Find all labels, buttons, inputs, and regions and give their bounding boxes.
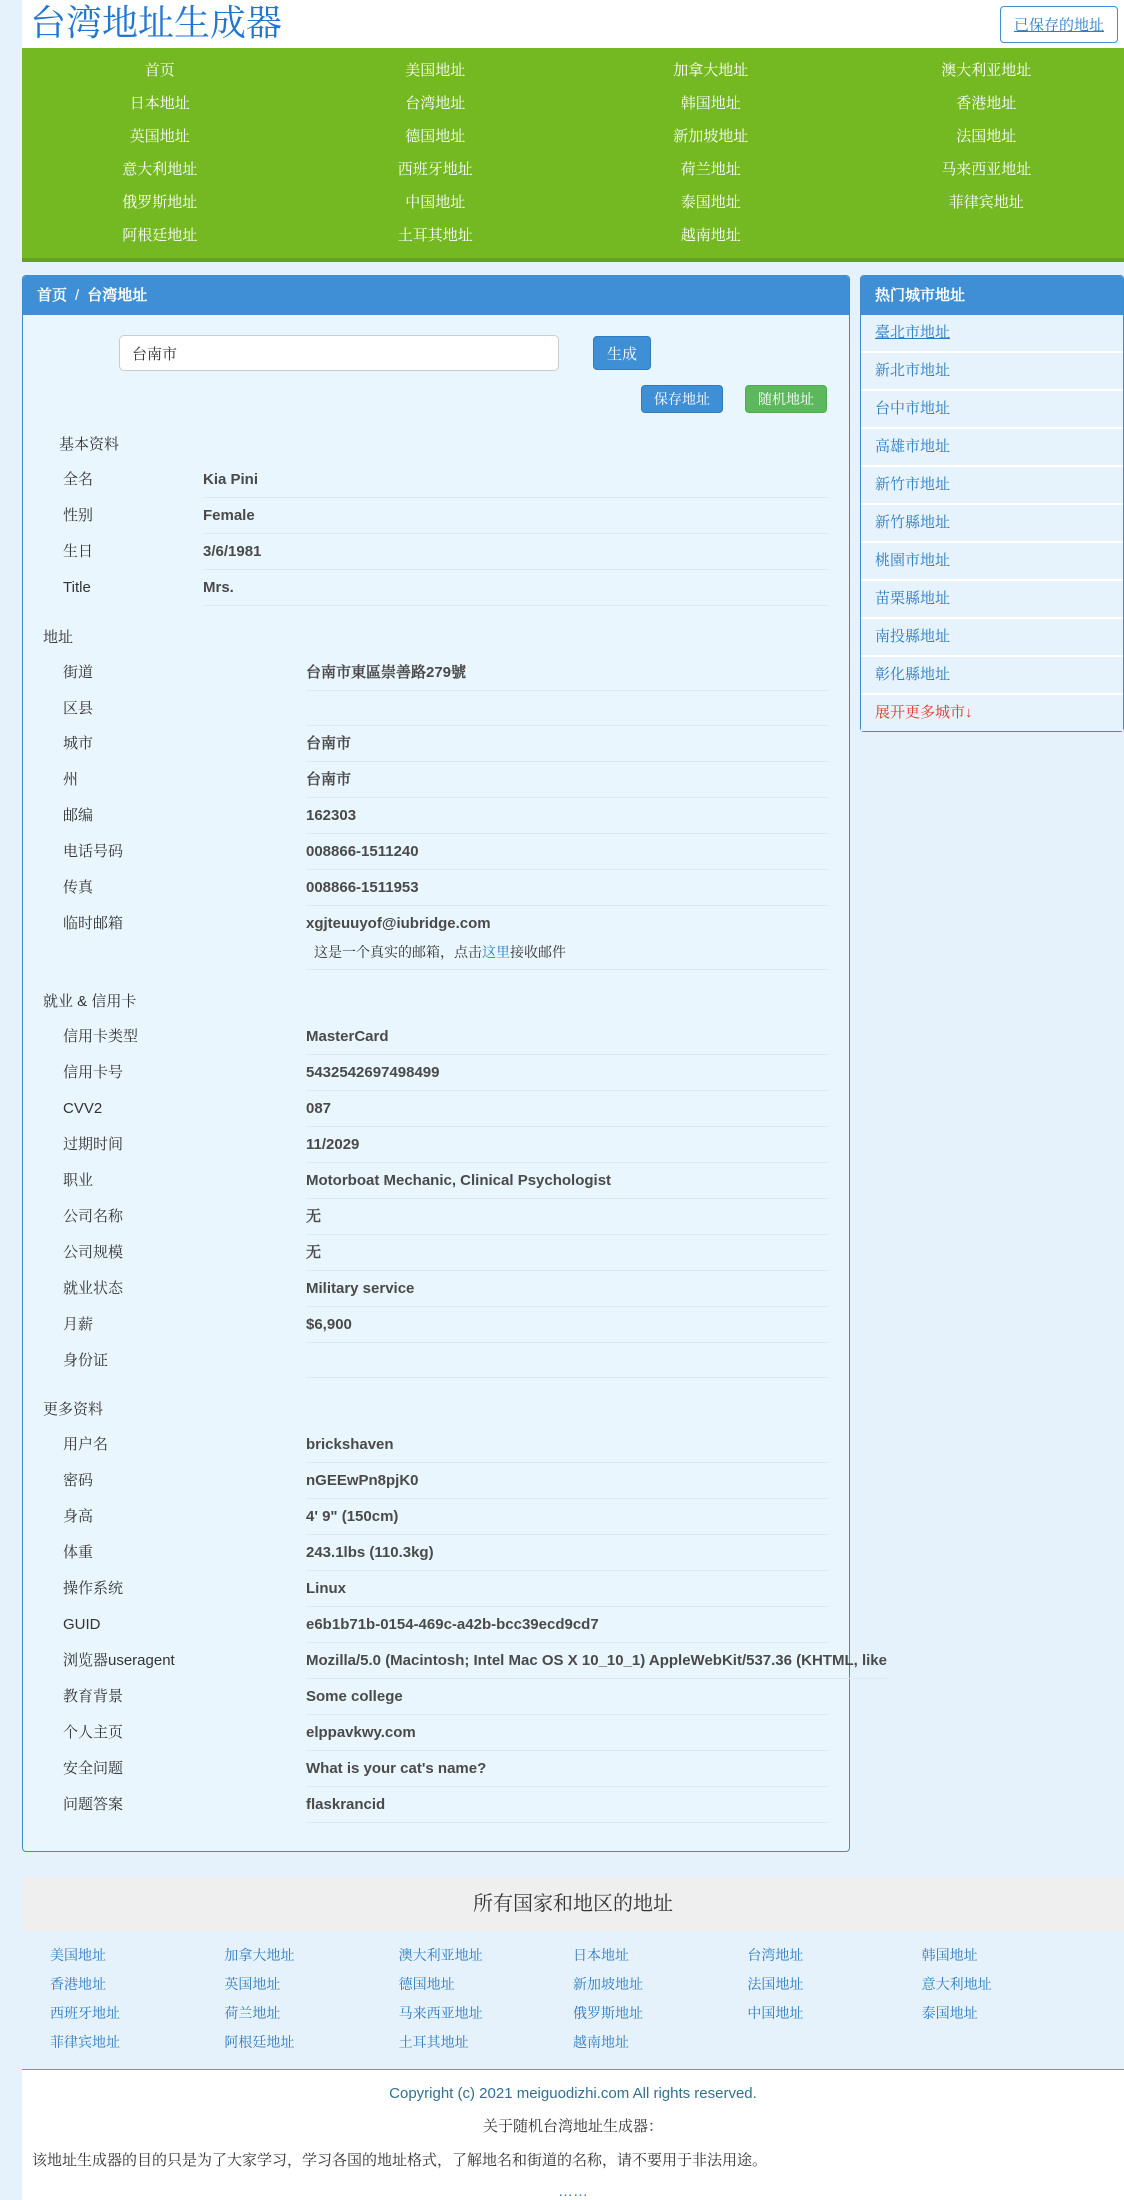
data-row (43, 498, 829, 534)
data-row (43, 834, 829, 870)
row-label: 用户名 (63, 1427, 306, 1463)
footer-title: 所有国家和地区的地址 (22, 1877, 1124, 1931)
row-value: 008866-1511240 (306, 834, 829, 869)
row-value: 243.1lbs (110.3kg) (306, 1535, 829, 1570)
nav-item[interactable]: 俄罗斯地址 (22, 186, 298, 219)
footer-country-link[interactable]: 英国地址 (224, 1970, 398, 1999)
row-value: 162303 (306, 798, 829, 833)
city-input[interactable] (119, 335, 559, 371)
row-value: Female (203, 498, 829, 533)
row-value: 087 (306, 1091, 829, 1126)
section-title: 就业 & 信用卡 (43, 990, 829, 1011)
nav-item[interactable]: 中国地址 (298, 186, 574, 219)
section-basic-info (43, 433, 829, 606)
data-row (43, 1679, 829, 1715)
saved-addresses-button[interactable]: 已保存的地址 (1000, 6, 1118, 43)
footer-country-link[interactable]: 德国地址 (399, 1970, 573, 1999)
row-value: elppavkwy.com (306, 1715, 829, 1750)
row-value: Linux (306, 1571, 829, 1606)
footer-country-link[interactable]: 马来西亚地址 (399, 1999, 573, 2028)
row-label: 邮编 (63, 798, 306, 834)
row-label: 教育背景 (63, 1679, 306, 1715)
row-value: Motorboat Mechanic, Clinical Psychologist (306, 1163, 829, 1198)
data-row (43, 462, 829, 498)
address-panel (22, 275, 850, 1852)
city-link[interactable]: 新竹縣地址 (861, 505, 1123, 543)
data-row (43, 1343, 829, 1378)
nav-item[interactable]: 泰国地址 (573, 186, 849, 219)
receive-mail-link[interactable]: 这里 (482, 944, 510, 960)
data-row (43, 1271, 829, 1307)
row-label: 州 (63, 762, 306, 798)
row-label: 生日 (63, 534, 203, 570)
nav-item[interactable]: 加拿大地址 (573, 54, 849, 87)
breadcrumb-home-link[interactable]: 首页 (37, 287, 67, 304)
data-row (43, 1163, 829, 1199)
row-label: 临时邮箱 (63, 906, 306, 970)
data-row (43, 1091, 829, 1127)
footer-country-link[interactable]: 台湾地址 (747, 1941, 921, 1970)
footer-country-link[interactable]: 日本地址 (573, 1941, 747, 1970)
nav-item[interactable]: 德国地址 (298, 120, 574, 153)
country-nav-menu (22, 48, 1124, 262)
cutoff-text: …… (22, 2183, 1124, 2200)
city-link[interactable]: 新竹市地址 (861, 467, 1123, 505)
action-buttons (43, 385, 827, 413)
footer-country-link[interactable]: 菲律宾地址 (50, 2028, 224, 2057)
row-value: 3/6/1981 (203, 534, 829, 569)
row-label: 体重 (63, 1535, 306, 1571)
footer-country-link[interactable]: 阿根廷地址 (224, 2028, 398, 2057)
footer-bottom (22, 2069, 1124, 2200)
address-panel-body (23, 315, 849, 1851)
row-value: flaskrancid (306, 1787, 829, 1822)
row-label: 个人主页 (63, 1715, 306, 1751)
data-row (43, 1715, 829, 1751)
nav-item[interactable]: 新加坡地址 (573, 120, 849, 153)
data-row (43, 1055, 829, 1091)
hot-cities-title: 热门城市地址 (861, 276, 1123, 315)
row-value: Mozilla/5.0 (Macintosh; Intel Mac OS X 10_10_1) AppleWebKit/537.36 (KHTML, like (306, 1643, 887, 1678)
row-value: nGEEwPn8pjK0 (306, 1463, 829, 1498)
row-label: 信用卡号 (63, 1055, 306, 1091)
nav-item[interactable]: 荷兰地址 (573, 153, 849, 186)
data-row (43, 1571, 829, 1607)
row-value: 4' 9" (150cm) (306, 1499, 829, 1534)
footer-country-links (22, 1931, 1124, 2069)
nav-item[interactable]: 阿根廷地址 (22, 219, 298, 252)
generate-form (43, 335, 829, 371)
footer-country-link[interactable]: 法国地址 (747, 1970, 921, 1999)
disclaimer-text: 该地址生成器的目的只是为了大家学习，学习各国的地址格式，了解地名和街道的名称，请不要用于非法用途。 (22, 2149, 1124, 2170)
nav-item[interactable]: 澳大利亚地址 (849, 54, 1124, 87)
row-label: 街道 (63, 655, 306, 691)
nav-item[interactable]: 香港地址 (849, 87, 1124, 120)
row-label: 浏览器useragent (63, 1643, 306, 1679)
data-row (43, 1751, 829, 1787)
page-header (22, 0, 1124, 48)
breadcrumb (23, 276, 849, 315)
data-row (43, 1463, 829, 1499)
row-value: 台南市東區崇善路279號 (306, 655, 829, 690)
nav-item[interactable]: 越南地址 (573, 219, 849, 252)
city-link[interactable]: 高雄市地址 (861, 429, 1123, 467)
data-row (43, 906, 829, 970)
footer-country-link[interactable]: 俄罗斯地址 (573, 1999, 747, 2028)
row-label: GUID (63, 1607, 306, 1643)
footer-country-link[interactable]: 美国地址 (50, 1941, 224, 1970)
footer-country-link[interactable]: 越南地址 (573, 2028, 747, 2057)
about-title: 关于随机台湾地址生成器： (22, 2115, 1124, 2136)
row-label: 全名 (63, 462, 203, 498)
row-value: 无 (306, 1235, 829, 1270)
email-note: 这是一个真实的邮箱，点击这里接收邮件 (306, 941, 829, 969)
breadcrumb-current: 台湾地址 (87, 287, 147, 304)
row-label: CVV2 (63, 1091, 306, 1127)
nav-item[interactable]: 首页 (22, 54, 298, 87)
data-row (43, 1199, 829, 1235)
expand-more-cities-link[interactable]: 展开更多城市↓ (861, 695, 1123, 731)
data-row (43, 1607, 829, 1643)
row-label: 问题答案 (63, 1787, 306, 1823)
nav-item[interactable]: 韩国地址 (573, 87, 849, 120)
row-value: 11/2029 (306, 1127, 829, 1162)
data-row (43, 534, 829, 570)
city-link[interactable]: 苗栗縣地址 (861, 581, 1123, 619)
row-label: 过期时间 (63, 1127, 306, 1163)
row-label: 职业 (63, 1163, 306, 1199)
nav-item[interactable]: 马来西亚地址 (849, 153, 1124, 186)
data-row (43, 798, 829, 834)
city-link[interactable]: 臺北市地址 (861, 315, 1123, 353)
data-row (43, 691, 829, 726)
row-label: 安全问题 (63, 1751, 306, 1787)
page-title: 台湾地址生成器 (22, 0, 1124, 46)
data-row (43, 726, 829, 762)
row-value: 台南市 (306, 726, 829, 761)
row-label: 城市 (63, 726, 306, 762)
footer-country-link[interactable]: 韩国地址 (922, 1941, 1096, 1970)
footer-country-link[interactable]: 中国地址 (747, 1999, 921, 2028)
row-label: 密码 (63, 1463, 306, 1499)
data-row (43, 1643, 829, 1679)
data-row (43, 1499, 829, 1535)
nav-item[interactable]: 台湾地址 (298, 87, 574, 120)
nav-item[interactable]: 法国地址 (849, 120, 1124, 153)
row-label: 传真 (63, 870, 306, 906)
section-title: 地址 (43, 626, 829, 647)
section-title: 更多资料 (43, 1398, 829, 1419)
footer-country-link[interactable]: 西班牙地址 (50, 1999, 224, 2028)
nav-item[interactable]: 土耳其地址 (298, 219, 574, 252)
row-value: 台南市 (306, 762, 829, 797)
page-container (22, 0, 1124, 2200)
city-link[interactable]: 台中市地址 (861, 391, 1123, 429)
hot-cities-panel (860, 275, 1124, 732)
data-row (43, 1787, 829, 1823)
nav-item[interactable]: 美国地址 (298, 54, 574, 87)
row-label: 身份证 (63, 1343, 306, 1378)
row-label: 区县 (63, 691, 306, 726)
row-label: 就业状态 (63, 1271, 306, 1307)
row-label: 月薪 (63, 1307, 306, 1343)
row-value: Kia Pini (203, 462, 829, 497)
section-title: 基本资料 (59, 433, 829, 454)
footer-country-link[interactable]: 土耳其地址 (399, 2028, 573, 2057)
footer-country-link[interactable]: 澳大利亚地址 (399, 1941, 573, 1970)
footer-country-link[interactable]: 泰国地址 (922, 1999, 1096, 2028)
row-value: 5432542697498499 (306, 1055, 829, 1090)
data-row (43, 1127, 829, 1163)
section-employment-credit (43, 990, 829, 1378)
city-link[interactable]: 南投縣地址 (861, 619, 1123, 657)
row-label: Title (63, 570, 203, 606)
row-label: 操作系统 (63, 1571, 306, 1607)
row-label: 信用卡类型 (63, 1019, 306, 1055)
data-row (43, 1307, 829, 1343)
data-row (43, 1235, 829, 1271)
footer-country-link[interactable]: 意大利地址 (922, 1970, 1096, 1999)
random-address-button[interactable]: 随机地址 (745, 385, 827, 413)
nav-item[interactable]: 菲律宾地址 (849, 186, 1124, 219)
row-value: MasterCard (306, 1019, 829, 1054)
row-value: e6b1b71b-0154-469c-a42b-bcc39ecd9cd7 (306, 1607, 829, 1642)
row-label: 身高 (63, 1499, 306, 1535)
row-value: Some college (306, 1679, 829, 1714)
data-row (43, 870, 829, 906)
row-label: 电话号码 (63, 834, 306, 870)
row-label: 公司名称 (63, 1199, 306, 1235)
footer-country-link[interactable]: 新加坡地址 (573, 1970, 747, 1999)
footer-country-link[interactable]: 荷兰地址 (224, 1999, 398, 2028)
row-label: 性别 (63, 498, 203, 534)
nav-item[interactable]: 意大利地址 (22, 153, 298, 186)
nav-item[interactable]: 日本地址 (22, 87, 298, 120)
main-area (22, 275, 1124, 1852)
row-value: $6,900 (306, 1307, 829, 1342)
row-value: What is your cat's name? (306, 1751, 829, 1786)
generate-button[interactable]: 生成 (593, 336, 651, 370)
data-row (43, 1427, 829, 1463)
row-value: 无 (306, 1199, 829, 1234)
row-value: Military service (306, 1271, 829, 1306)
copyright-text: Copyright (c) 2021 meiguodizhi.com All rights reserved. (22, 2085, 1124, 2102)
nav-item[interactable]: 英国地址 (22, 120, 298, 153)
footer-country-link[interactable]: 加拿大地址 (224, 1941, 398, 1970)
hot-cities-list (861, 315, 1123, 731)
row-value: Mrs. (203, 570, 829, 605)
section-address (43, 626, 829, 970)
nav-item[interactable]: 西班牙地址 (298, 153, 574, 186)
city-link[interactable]: 桃園市地址 (861, 543, 1123, 581)
breadcrumb-separator: / (75, 287, 79, 304)
data-row (43, 570, 829, 606)
city-link[interactable]: 彰化縣地址 (861, 657, 1123, 695)
section-more-info (43, 1398, 829, 1823)
row-value: xgjteuuyof@iubridge.com (306, 906, 829, 941)
row-value: brickshaven (306, 1427, 829, 1462)
city-link[interactable]: 新北市地址 (861, 353, 1123, 391)
data-row (43, 1019, 829, 1055)
row-label: 公司规模 (63, 1235, 306, 1271)
data-row (43, 1535, 829, 1571)
save-address-button[interactable]: 保存地址 (641, 385, 723, 413)
row-value: 008866-1511953 (306, 870, 829, 905)
data-row (43, 762, 829, 798)
footer-country-link[interactable]: 香港地址 (50, 1970, 224, 1999)
data-row (43, 655, 829, 691)
